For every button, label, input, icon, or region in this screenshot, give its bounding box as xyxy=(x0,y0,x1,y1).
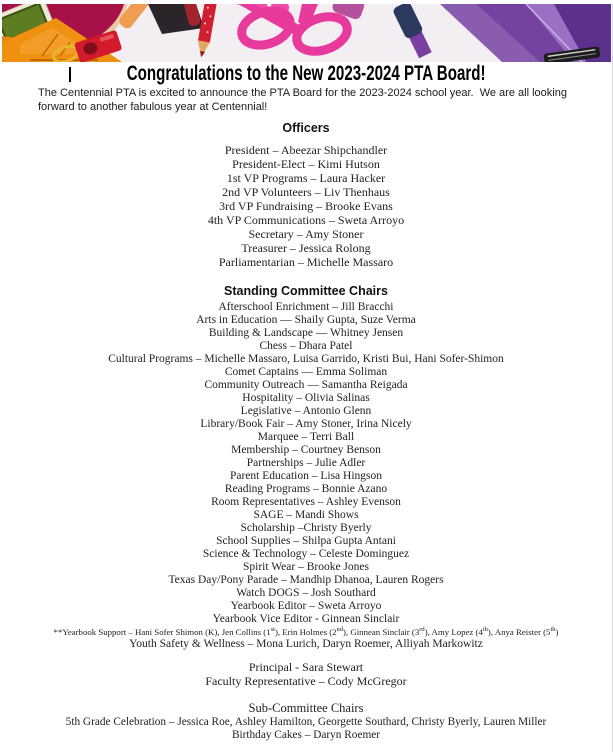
committee-line: Yearbook Vice Editor - Ginnean Sinclair xyxy=(0,613,612,626)
committee-line: Cultural Programs – Michelle Massaro, Luisa Garrido, Kristi Bui, Hani Sofer-Shimon xyxy=(0,353,612,366)
committee-line: Legislative – Antonio Glenn xyxy=(0,405,612,418)
officer-line: 3rd VP Fundraising – Brooke Evans xyxy=(0,199,612,213)
committee-line: Reading Programs – Bonnie Azano xyxy=(0,483,612,496)
yearbook-support-note: **Yearbook Support – Hani Sofer Shimon (K), Jen Collins (1st), Erin Holmes (2nd), Ginnean Sinclair (3rd), Amy Lopez (4th), Anya Reister (5th) xyxy=(0,626,612,638)
officer-line: 1st VP Programs – Laura Hacker xyxy=(0,171,612,185)
text-cursor xyxy=(69,67,71,82)
committee-line: Comet Captains — Emma Soliman xyxy=(0,366,612,379)
standing-committees-section xyxy=(0,285,612,651)
officer-line: 2nd VP Volunteers – Liv Thenhaus xyxy=(0,185,612,199)
committee-line: Library/Book Fair – Amy Stoner, Irina Nicely xyxy=(0,418,612,431)
officer-line: Secretary – Amy Stoner xyxy=(0,227,612,241)
committee-line: Texas Day/Pony Parade – Mandhip Dhanoa, Lauren Rogers xyxy=(0,574,612,587)
committee-line: Building & Landscape — Whitney Jensen xyxy=(0,327,612,340)
officer-line: President-Elect – Kimi Hutson xyxy=(0,157,612,171)
committee-line: Youth Safety & Wellness – Mona Lurich, Daryn Roemer, Alliyah Markowitz xyxy=(0,638,612,651)
committee-line: Hospitality – Olivia Salinas xyxy=(0,392,612,405)
committee-line: Spirit Wear – Brooke Jones xyxy=(0,561,612,574)
leadership-section xyxy=(0,660,612,688)
committee-line: School Supplies – Shilpa Gupta Antani xyxy=(0,535,612,548)
sub-committees-list xyxy=(0,716,612,742)
sub-committees-heading: Sub-Committee Chairs xyxy=(0,702,612,715)
committee-line: Community Outreach — Samantha Reigada xyxy=(0,379,612,392)
officers-list xyxy=(0,143,612,269)
pta-announcement-document xyxy=(0,4,613,752)
intro-paragraph: The Centennial PTA is excited to announce the PTA Board for the 2023-2024 school year. We are all looking forward to another fabulous year at Centennial! xyxy=(38,87,586,114)
committee-line: Yearbook Editor – Sweta Arroyo xyxy=(0,600,612,613)
leadership-line: Principal - Sara Stewart xyxy=(0,660,612,674)
header-image-container xyxy=(2,4,610,62)
committee-line: Science & Technology – Celeste Dominguez xyxy=(0,548,612,561)
standing-committees-heading: Standing Committee Chairs xyxy=(0,285,612,298)
officer-line: 4th VP Communications – Sweta Arroyo xyxy=(0,213,612,227)
committee-line: Scholarship –Christy Byerly xyxy=(0,522,612,535)
officers-section xyxy=(0,122,612,269)
committee-line: Partnerships – Julie Adler xyxy=(0,457,612,470)
committee-line: Room Representatives – Ashley Evenson xyxy=(0,496,612,509)
committee-line: Afterschool Enrichment – Jill Bracchi xyxy=(0,301,612,314)
sub-committee-line: 5th Grade Celebration – Jessica Roe, Ashley Hamilton, Georgette Southard, Christy Byerly, Lauren Miller xyxy=(0,716,612,729)
sub-committees-section xyxy=(0,702,612,742)
committee-line: SAGE – Mandi Shows xyxy=(0,509,612,522)
school-supplies-header-image xyxy=(2,4,611,62)
committee-line: Watch DOGS – Josh Southard xyxy=(0,587,612,600)
standing-committees-list-tail xyxy=(0,638,612,651)
sub-committee-line: Birthday Cakes – Daryn Roemer xyxy=(0,729,612,742)
officer-line: President – Abeezar Shipchandler xyxy=(0,143,612,157)
officers-heading: Officers xyxy=(0,122,612,135)
committee-line: Arts in Education — Shaily Gupta, Suze Verma xyxy=(0,314,612,327)
leadership-line: Faculty Representative – Cody McGregor xyxy=(0,674,612,688)
officer-line: Parliamentarian – Michelle Massaro xyxy=(0,255,612,269)
officer-line: Treasurer – Jessica Rolong xyxy=(0,241,612,255)
committee-line: Membership – Courtney Benson xyxy=(0,444,612,457)
title-row xyxy=(0,63,612,85)
committee-line: Parent Education – Lisa Hingson xyxy=(0,470,612,483)
standing-committees-list xyxy=(0,301,612,626)
page-title: Congratulations to the New 2023-2024 PTA Board! xyxy=(127,63,486,85)
committee-line: Chess – Dhara Patel xyxy=(0,340,612,353)
committee-line: Marquee – Terri Ball xyxy=(0,431,612,444)
